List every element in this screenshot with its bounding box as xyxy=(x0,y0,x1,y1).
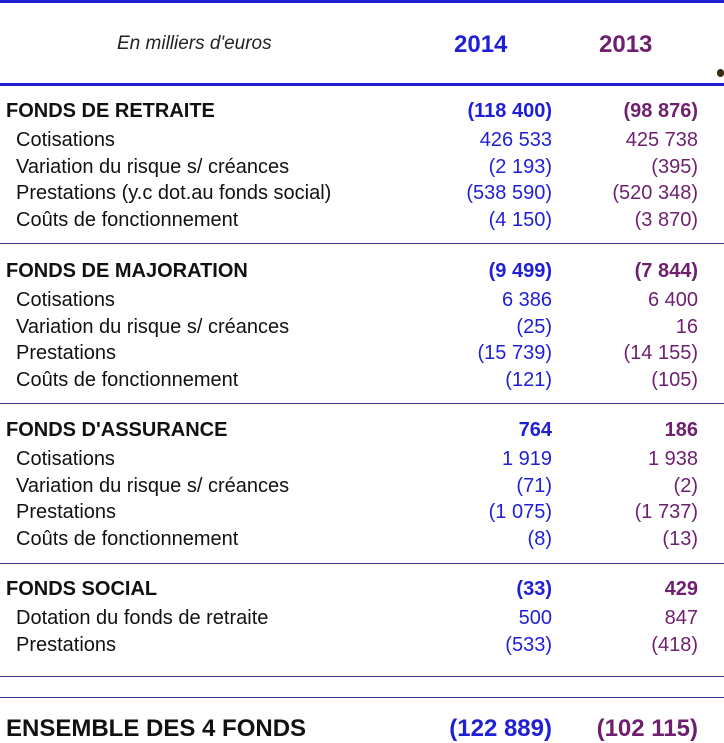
table-row xyxy=(0,314,724,341)
edge-mark xyxy=(717,69,724,77)
row-value-2013: (3 870) xyxy=(634,208,698,231)
table-row xyxy=(0,127,724,154)
row-value-2014: (533) xyxy=(505,633,552,656)
table-row xyxy=(0,367,724,394)
row-value-2013: (395) xyxy=(651,155,698,178)
total-value-2014: (122 889) xyxy=(449,715,552,742)
row-label: Coûts de fonctionnement xyxy=(16,368,239,391)
row-value-2014: (2 193) xyxy=(488,155,552,178)
row-value-2014: (8) xyxy=(527,527,552,550)
unit-caption: En milliers d'euros xyxy=(117,33,272,54)
row-label: Prestations xyxy=(16,342,117,364)
row-value-2014: (71) xyxy=(516,474,552,497)
section-total-2014: (9 499) xyxy=(488,260,552,282)
section-total-2013: (7 844) xyxy=(634,260,698,282)
row-value-2013: (520 348) xyxy=(612,182,698,204)
section-total-2014: (118 400) xyxy=(467,100,552,122)
section-divider xyxy=(0,697,724,698)
table-row xyxy=(0,473,724,500)
row-value-2014: (4 150) xyxy=(488,208,552,231)
row-label: Coûts de fonctionnement xyxy=(16,527,239,550)
total-value-2013: (102 115) xyxy=(596,715,698,742)
section-total-2014: (33) xyxy=(516,578,552,600)
section-title: FONDS D'ASSURANCE xyxy=(6,419,228,441)
row-label: Variation du risque s/ créances xyxy=(16,155,290,178)
section-total-2014: 764 xyxy=(518,419,552,441)
section-total-2013: 429 xyxy=(664,578,698,600)
section-divider xyxy=(0,403,724,404)
table-row xyxy=(0,499,724,526)
column-header-2013: 2013 xyxy=(599,31,653,58)
table-row xyxy=(0,632,724,659)
row-value-2013: (13) xyxy=(662,527,698,550)
section-title-row xyxy=(0,575,724,605)
row-value-2014: 6 386 xyxy=(501,289,552,311)
column-header-2014: 2014 xyxy=(454,31,508,58)
row-label: Variation du risque s/ créances xyxy=(16,315,290,338)
row-label: Cotisations xyxy=(16,448,115,470)
table-row xyxy=(0,446,724,473)
table-row xyxy=(0,340,724,367)
row-label: Dotation du fonds de retraite xyxy=(16,607,269,629)
section-title: FONDS DE RETRAITE xyxy=(6,100,215,122)
table-row xyxy=(0,526,724,553)
section-total-2013: 186 xyxy=(664,419,698,441)
section-total-2013: (98 876) xyxy=(623,100,698,122)
section-title-row xyxy=(0,416,724,446)
row-value-2014: (121) xyxy=(505,368,552,391)
fund-section xyxy=(0,97,724,233)
fund-section xyxy=(0,416,724,552)
row-value-2013: 847 xyxy=(664,607,698,629)
section-title: FONDS SOCIAL xyxy=(6,578,158,600)
section-title: FONDS DE MAJORATION xyxy=(6,260,248,282)
table-row xyxy=(0,180,724,207)
row-label: Prestations (y.c dot.au fonds social) xyxy=(16,182,332,204)
row-value-2014: (15 739) xyxy=(477,342,552,364)
row-label: Variation du risque s/ créances xyxy=(16,474,290,497)
total-label: ENSEMBLE DES 4 FONDS xyxy=(6,715,307,742)
row-value-2013: (14 155) xyxy=(623,342,698,364)
row-value-2013: 425 738 xyxy=(625,129,698,151)
section-title-row xyxy=(0,257,724,287)
total-row xyxy=(0,703,724,742)
row-value-2013: (2) xyxy=(673,474,698,497)
section-divider xyxy=(0,563,724,564)
table-row xyxy=(0,154,724,181)
row-value-2014: 426 533 xyxy=(479,129,552,151)
section-divider xyxy=(0,676,724,677)
fund-section xyxy=(0,575,724,658)
row-value-2013: (418) xyxy=(651,633,698,656)
table-row xyxy=(0,287,724,314)
row-label: Coûts de fonctionnement xyxy=(16,208,239,231)
table-row xyxy=(0,605,724,632)
section-divider xyxy=(0,243,724,244)
row-label: Cotisations xyxy=(16,289,115,311)
row-value-2014: 1 919 xyxy=(501,448,552,470)
row-value-2013: 1 938 xyxy=(647,448,698,470)
header-rule xyxy=(0,83,724,86)
table-row xyxy=(0,207,724,234)
row-label: Cotisations xyxy=(16,129,115,151)
row-value-2013: 16 xyxy=(675,315,698,338)
row-value-2013: 6 400 xyxy=(647,289,698,311)
fund-section xyxy=(0,257,724,393)
row-value-2014: (1 075) xyxy=(488,501,552,523)
row-value-2014: 500 xyxy=(518,607,552,629)
row-value-2013: (1 737) xyxy=(634,501,698,523)
row-label: Prestations xyxy=(16,501,117,523)
table-header xyxy=(0,3,724,83)
row-label: Prestations xyxy=(16,633,117,656)
row-value-2014: (538 590) xyxy=(466,182,552,204)
section-title-row xyxy=(0,97,724,127)
row-value-2014: (25) xyxy=(516,315,552,338)
row-value-2013: (105) xyxy=(651,368,698,391)
